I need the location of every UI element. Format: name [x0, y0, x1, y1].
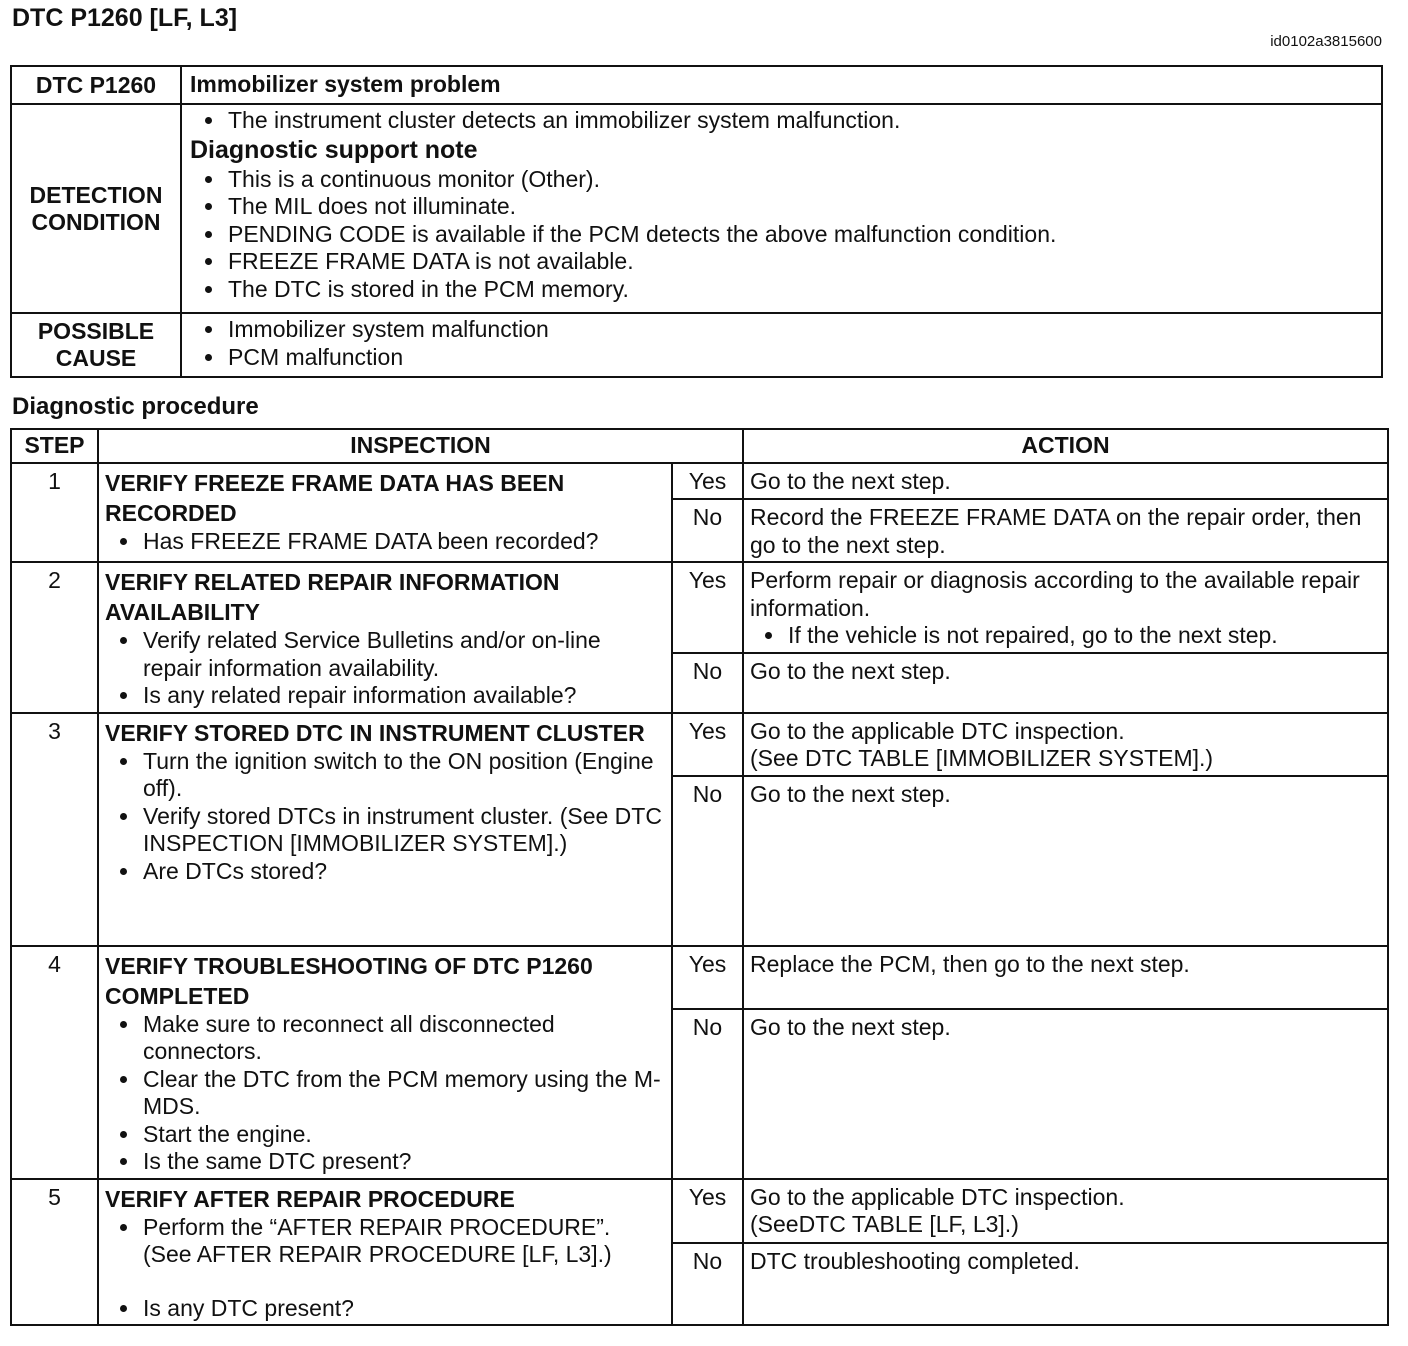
- procedure-heading: Diagnostic procedure: [12, 393, 259, 420]
- document-id: id0102a3815600: [1270, 33, 1382, 50]
- detection-condition-label: DETECTION CONDITION: [11, 104, 181, 313]
- inspection-item: Start the engine.: [105, 1121, 665, 1149]
- inspection-item: Has FREEZE FRAME DATA been recorded?: [105, 528, 665, 556]
- yes-label: Yes: [672, 463, 743, 499]
- inspection-column-header: INSPECTION: [98, 429, 743, 463]
- possible-cause-row: [11, 313, 1382, 377]
- yes-action: Go to the applicable DTC inspection.: [750, 717, 1125, 744]
- yes-label: Yes: [672, 946, 743, 1009]
- step-inspection: [98, 1179, 672, 1326]
- inspection-title: VERIFY RELATED REPAIR INFORMATION AVAILABILITY: [105, 569, 560, 625]
- step-inspection: [98, 946, 672, 1179]
- procedure-header-row: [11, 429, 1388, 463]
- no-label: No: [672, 499, 743, 562]
- step-row-yes: [11, 713, 1388, 776]
- step-inspection: [98, 713, 672, 946]
- action-column-header: ACTION: [743, 429, 1388, 463]
- no-label: No: [672, 653, 743, 713]
- inspection-title: VERIFY AFTER REPAIR PROCEDURE: [105, 1185, 515, 1212]
- cause-item: PCM malfunction: [190, 344, 1373, 372]
- yes-action: Replace the PCM, then go to the next step.: [743, 946, 1388, 1009]
- inspection-item: Clear the DTC from the PCM memory using the M-MDS.: [105, 1066, 665, 1121]
- no-label: No: [672, 776, 743, 946]
- inspection-item: Make sure to reconnect all disconnected connectors.: [105, 1011, 665, 1066]
- support-note-item: The MIL does not illuminate.: [190, 193, 1373, 221]
- no-action: Record the FREEZE FRAME DATA on the repair order, then go to the next step.: [743, 499, 1388, 562]
- step-row-yes: [11, 946, 1388, 1009]
- no-action: DTC troubleshooting completed.: [743, 1243, 1388, 1325]
- step-row-yes: [11, 463, 1388, 499]
- yes-label: Yes: [672, 562, 743, 653]
- no-label: No: [672, 1243, 743, 1325]
- inspection-item: Is any related repair information available?: [105, 682, 665, 710]
- yes-action-cell: [743, 562, 1388, 653]
- yes-action-reference: (See DTC TABLE [IMMOBILIZER SYSTEM].): [750, 745, 1214, 771]
- inspection-item: Perform the “AFTER REPAIR PROCEDURE”. (See AFTER REPAIR PROCEDURE [LF, L3].): [105, 1214, 665, 1269]
- yes-action: Perform repair or diagnosis according to the available repair information.: [750, 567, 1360, 621]
- step-number: 4: [11, 946, 98, 1179]
- no-label: No: [672, 1009, 743, 1179]
- step-column-header: STEP: [11, 429, 98, 463]
- cause-item: Immobilizer system malfunction: [190, 316, 1373, 344]
- step-number: 2: [11, 562, 98, 713]
- step-number: 1: [11, 463, 98, 562]
- step-number: 3: [11, 713, 98, 946]
- inspection-item: Is the same DTC present?: [105, 1148, 665, 1176]
- detection-condition-content: [181, 104, 1382, 313]
- dtc-info-table: [10, 65, 1383, 378]
- dtc-code: DTC P1260: [11, 66, 181, 104]
- inspection-item: Turn the ignition switch to the ON position (Engine off).: [105, 748, 665, 803]
- support-note-item: FREEZE FRAME DATA is not available.: [190, 248, 1373, 276]
- inspection-title: VERIFY FREEZE FRAME DATA HAS BEEN RECORDED: [105, 470, 565, 526]
- yes-label: Yes: [672, 713, 743, 776]
- step-inspection: [98, 562, 672, 713]
- no-action: Go to the next step.: [743, 1009, 1388, 1179]
- yes-action-item: If the vehicle is not repaired, go to the next step.: [750, 622, 1381, 650]
- inspection-item: Verify related Service Bulletins and/or on-line repair information availability.: [105, 627, 665, 682]
- inspection-item: Are DTCs stored?: [105, 858, 665, 886]
- step-number: 5: [11, 1179, 98, 1326]
- yes-action-cell: [743, 1179, 1388, 1243]
- yes-action-cell: [743, 713, 1388, 776]
- no-action: Go to the next step.: [743, 653, 1388, 713]
- dtc-description: Immobilizer system problem: [181, 66, 1382, 104]
- step-inspection: [98, 463, 672, 562]
- no-action: Go to the next step.: [743, 776, 1388, 946]
- page-title: DTC P1260 [LF, L3]: [12, 4, 238, 32]
- step-row-yes: [11, 562, 1388, 653]
- yes-action-reference: (SeeDTC TABLE [LF, L3].): [750, 1211, 1019, 1237]
- detection-item: The instrument cluster detects an immobilizer system malfunction.: [190, 107, 1373, 135]
- yes-action: Go to the next step.: [743, 463, 1388, 499]
- support-note-item: The DTC is stored in the PCM memory.: [190, 276, 1373, 304]
- dtc-header-row: [11, 66, 1382, 104]
- yes-action: Go to the applicable DTC inspection.: [750, 1183, 1125, 1210]
- support-note-item: This is a continuous monitor (Other).: [190, 166, 1373, 194]
- detection-condition-row: [11, 104, 1382, 313]
- support-note-item: PENDING CODE is available if the PCM detects the above malfunction condition.: [190, 221, 1373, 249]
- step-row-yes: [11, 1179, 1388, 1243]
- procedure-table: [10, 428, 1389, 1326]
- possible-cause-label: POSSIBLE CAUSE: [11, 313, 181, 377]
- inspection-title: VERIFY STORED DTC IN INSTRUMENT CLUSTER: [105, 719, 645, 746]
- inspection-item: Is any DTC present?: [105, 1295, 665, 1323]
- yes-label: Yes: [672, 1179, 743, 1243]
- support-note-title: Diagnostic support note: [190, 135, 478, 164]
- inspection-title: VERIFY TROUBLESHOOTING OF DTC P1260 COMPLETED: [105, 952, 593, 1009]
- inspection-item: Verify stored DTCs in instrument cluster. (See DTC INSPECTION [IMMOBILIZER SYSTEM].): [105, 803, 665, 858]
- possible-cause-content: [181, 313, 1382, 377]
